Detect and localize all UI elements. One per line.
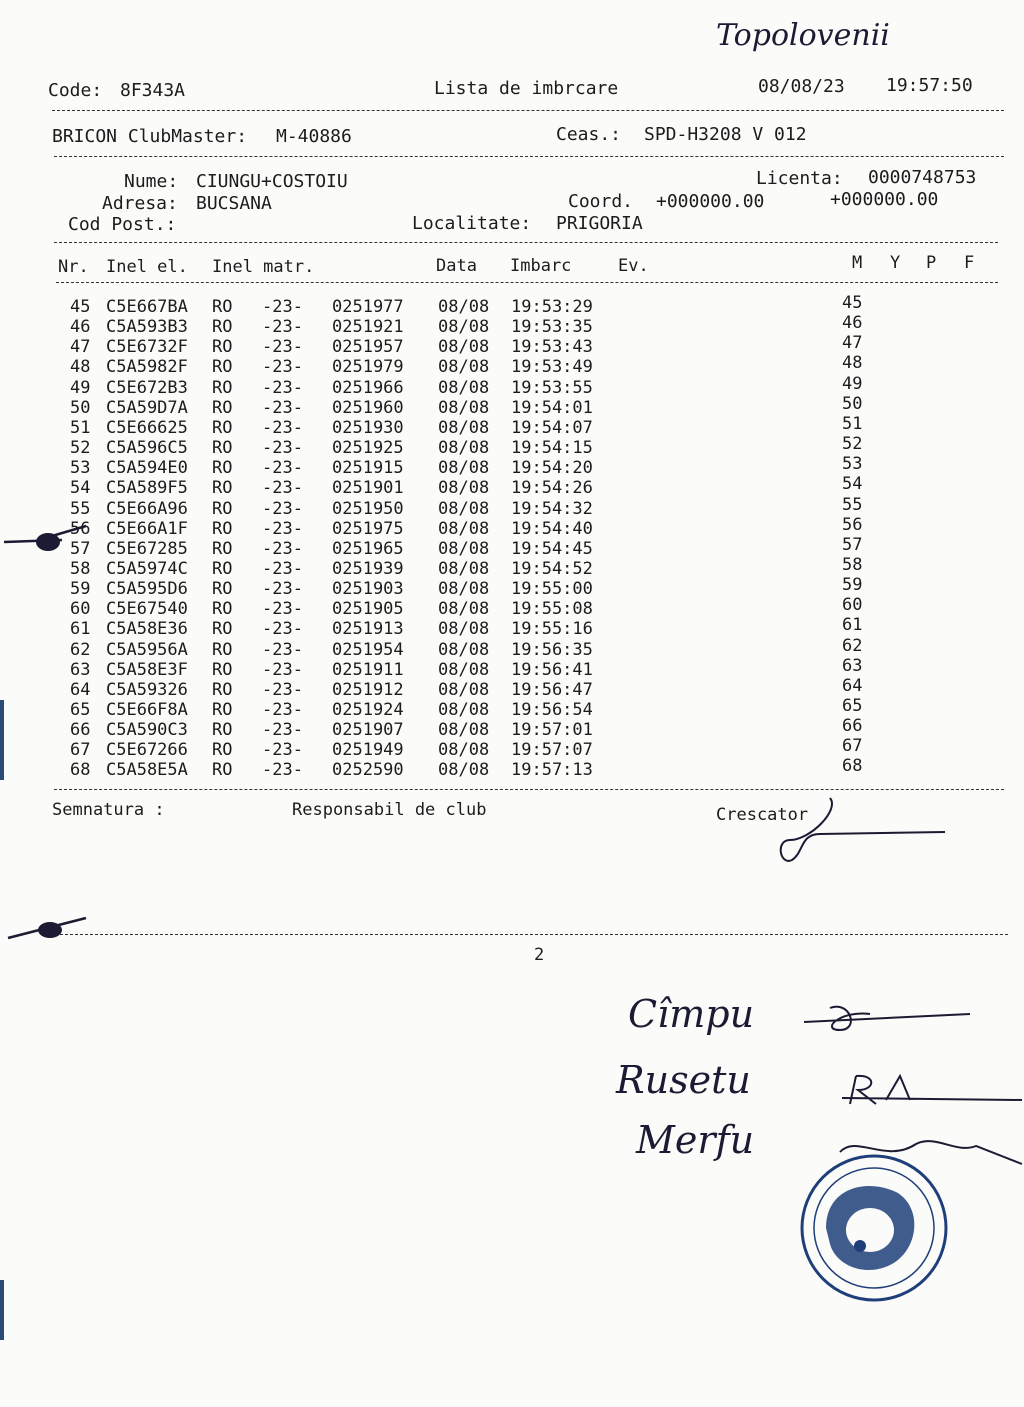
cell-date: 08/08 [438, 518, 490, 539]
cell-m: 66 [842, 716, 863, 737]
cell-inel-el: C5E66625 [106, 417, 188, 438]
divider [56, 282, 998, 283]
localitate-label: Localitate: [412, 213, 532, 234]
cell-matr: 0251930 [332, 417, 404, 438]
cell-m: 60 [842, 595, 863, 616]
cell-year: -23- [262, 498, 303, 519]
cell-m: 47 [842, 333, 863, 354]
cell-inel-el: C5E667BA [106, 297, 188, 317]
cell-nr: 67 [70, 740, 91, 761]
cell-time: 19:56:41 [511, 659, 593, 680]
col-imbarc: Imbarc [510, 256, 572, 276]
cell-matr: 0251939 [332, 558, 404, 579]
cell-time: 19:54:26 [511, 478, 593, 499]
cell-nr: 66 [70, 720, 91, 741]
col-ev: Ev. [618, 256, 649, 276]
cell-time: 19:54:40 [511, 518, 593, 539]
table-row [0, 680, 1024, 700]
cell-date: 08/08 [438, 599, 490, 620]
cell-time: 19:56:35 [511, 639, 593, 660]
cell-time: 19:57:01 [511, 720, 593, 741]
cell-time: 19:54:52 [511, 558, 593, 579]
cell-inel-el: C5A593B3 [106, 317, 188, 338]
table-row [0, 579, 1024, 599]
witness-name: Merfu [636, 1118, 755, 1162]
ceas-label: Ceas.: [556, 124, 622, 145]
cell-year: -23- [262, 518, 303, 539]
cell-matr: 0251925 [332, 438, 404, 459]
cell-country: RO [212, 599, 233, 620]
cell-m: 54 [842, 474, 863, 495]
cell-nr: 51 [70, 417, 91, 438]
table-row [0, 740, 1024, 760]
cell-country: RO [212, 659, 233, 680]
cell-year: -23- [262, 619, 303, 640]
col-inel-matr: Inel matr. [212, 257, 315, 277]
table-row [0, 398, 1024, 418]
cell-m: 63 [842, 655, 863, 676]
cell-matr: 0251960 [332, 397, 404, 418]
cell-inel-el: C5A596C5 [106, 438, 188, 459]
cell-date: 08/08 [438, 478, 490, 499]
cell-m: 48 [842, 353, 863, 374]
table-row [0, 357, 1024, 377]
cell-nr: 54 [70, 478, 91, 499]
cell-year: -23- [262, 478, 303, 499]
cell-inel-el: C5E66A1F [106, 518, 188, 539]
table-row [0, 317, 1024, 337]
cell-matr: 0251905 [332, 599, 404, 620]
cell-matr: 0251901 [332, 478, 404, 499]
code-label: Code: [48, 80, 103, 101]
cell-date: 08/08 [438, 740, 490, 761]
cell-m: 68 [842, 756, 863, 777]
cell-matr: 0251912 [332, 679, 404, 700]
cell-date: 08/08 [438, 438, 490, 459]
cell-date: 08/08 [438, 558, 490, 579]
cell-date: 08/08 [438, 297, 490, 317]
cell-year: -23- [262, 377, 303, 398]
col-m: M [852, 253, 863, 273]
official-stamp [796, 1148, 956, 1308]
cell-nr: 64 [70, 679, 91, 700]
crescator-signature [770, 790, 950, 870]
cell-m: 61 [842, 615, 863, 636]
cell-matr: 0251915 [332, 458, 404, 479]
cell-country: RO [212, 458, 233, 479]
col-y: Y [890, 253, 901, 273]
cell-year: -23- [262, 700, 303, 720]
cell-country: RO [212, 317, 233, 338]
cell-date: 08/08 [438, 700, 490, 720]
cell-m: 58 [842, 554, 863, 575]
cell-year: -23- [262, 679, 303, 700]
cell-nr: 53 [70, 458, 91, 479]
localitate-value: PRIGORIA [556, 213, 643, 234]
cell-m: 56 [842, 514, 863, 535]
cell-matr: 0251913 [332, 619, 404, 640]
cell-matr: 0251957 [332, 337, 404, 358]
adresa-label: Adresa: [102, 193, 178, 214]
cell-inel-el: C5E67266 [106, 740, 188, 761]
cell-inel-el: C5A59326 [106, 679, 188, 700]
cell-country: RO [212, 397, 233, 418]
cell-nr: 55 [70, 498, 91, 519]
cell-nr: 50 [70, 397, 91, 418]
cell-m: 57 [842, 534, 863, 555]
cell-m: 64 [842, 675, 863, 696]
table-row [0, 297, 1024, 317]
cell-year: -23- [262, 317, 303, 338]
cell-year: -23- [262, 297, 303, 317]
cell-country: RO [212, 518, 233, 539]
cell-time: 19:53:49 [511, 357, 593, 378]
crescator-label: Crescator [716, 805, 809, 825]
page-number: 2 [534, 945, 545, 965]
pen-arrow-mark [2, 522, 92, 562]
table-row [0, 720, 1024, 740]
cell-year: -23- [262, 639, 303, 660]
cell-time: 19:53:35 [511, 317, 593, 338]
nume-label: Nume: [124, 171, 179, 192]
cell-time: 19:56:47 [511, 679, 593, 700]
cell-date: 08/08 [438, 417, 490, 438]
cell-date: 08/08 [438, 639, 490, 660]
cell-inel-el: C5A595D6 [106, 579, 188, 600]
cell-country: RO [212, 478, 233, 499]
cell-country: RO [212, 639, 233, 660]
table-row [0, 499, 1024, 519]
cell-inel-el: C5A59D7A [106, 397, 188, 418]
witness-name: Rusetu [616, 1058, 751, 1102]
cell-matr: 0251950 [332, 498, 404, 519]
cell-date: 08/08 [438, 760, 490, 781]
cell-year: -23- [262, 558, 303, 579]
cell-m: 49 [842, 373, 863, 394]
table-row [0, 599, 1024, 619]
cell-inel-el: C5A58E5A [106, 760, 188, 781]
table-row [0, 700, 1024, 720]
cell-matr: 0251975 [332, 518, 404, 539]
table-row [0, 337, 1024, 357]
responsabil-label: Responsabil de club [292, 800, 487, 820]
cell-m: 45 [842, 293, 863, 313]
cell-time: 19:55:00 [511, 579, 593, 600]
table-row [0, 519, 1024, 539]
ceas-value: SPD-H3208 V 012 [644, 124, 807, 145]
cell-nr: 60 [70, 599, 91, 620]
binder-mark [0, 700, 4, 780]
cell-date: 08/08 [438, 619, 490, 640]
table-row [0, 640, 1024, 660]
col-f: F [964, 253, 975, 273]
cell-inel-el: C5E6732F [106, 337, 188, 358]
adresa-value: BUCSANA [196, 193, 272, 214]
cell-time: 19:53:29 [511, 297, 593, 317]
cell-matr: 0251965 [332, 538, 404, 559]
cell-date: 08/08 [438, 458, 490, 479]
witness-name: Cîmpu [628, 992, 755, 1036]
cell-country: RO [212, 679, 233, 700]
table-row [0, 418, 1024, 438]
divider [60, 934, 1008, 935]
clubmaster-value: M-40886 [276, 126, 352, 147]
cell-year: -23- [262, 538, 303, 559]
cell-nr: 49 [70, 377, 91, 398]
table-row [0, 378, 1024, 398]
cell-year: -23- [262, 760, 303, 781]
table-row [0, 458, 1024, 478]
col-p: P [926, 253, 937, 273]
page-title: Lista de imbrcare [434, 78, 619, 99]
cell-inel-el: C5A58E3F [106, 659, 188, 680]
cell-nr: 59 [70, 579, 91, 600]
cell-date: 08/08 [438, 659, 490, 680]
cell-year: -23- [262, 659, 303, 680]
cell-nr: 68 [70, 760, 91, 781]
cell-time: 19:55:16 [511, 619, 593, 640]
cell-matr: 0251977 [332, 297, 404, 317]
cell-country: RO [212, 297, 233, 317]
semnatura-label: Semnatura : [52, 800, 165, 820]
cell-year: -23- [262, 579, 303, 600]
cell-date: 08/08 [438, 357, 490, 378]
pen-arrow-mark [6, 910, 96, 946]
handwritten-title: Topolovenii [716, 18, 890, 53]
cell-nr: 57 [70, 538, 91, 559]
cell-m: 52 [842, 434, 863, 455]
cell-country: RO [212, 740, 233, 761]
cell-inel-el: C5A594E0 [106, 458, 188, 479]
col-inel-el: Inel el. [106, 257, 188, 277]
cell-nr: 52 [70, 438, 91, 459]
binder-mark [0, 1280, 4, 1340]
coord-label: Coord. [568, 191, 634, 212]
coord-value-lon: +000000.00 [830, 189, 939, 210]
cell-nr: 56 [70, 518, 91, 539]
cell-nr: 65 [70, 700, 91, 720]
col-nr: Nr. [58, 257, 89, 277]
print-date: 08/08/23 [758, 76, 845, 97]
table-row [0, 478, 1024, 498]
cell-matr: 0251954 [332, 639, 404, 660]
cell-date: 08/08 [438, 317, 490, 338]
cell-country: RO [212, 619, 233, 640]
cell-country: RO [212, 417, 233, 438]
cell-m: 46 [842, 313, 863, 334]
cell-m: 55 [842, 494, 863, 515]
cell-date: 08/08 [438, 679, 490, 700]
cell-year: -23- [262, 357, 303, 378]
cell-time: 19:55:08 [511, 599, 593, 620]
cell-year: -23- [262, 438, 303, 459]
cell-year: -23- [262, 720, 303, 741]
cell-matr: 0251924 [332, 700, 404, 720]
cell-m: 59 [842, 575, 863, 596]
cell-matr: 0251921 [332, 317, 404, 338]
cell-nr: 45 [70, 297, 91, 317]
cell-year: -23- [262, 740, 303, 761]
cell-inel-el: C5A5974C [106, 558, 188, 579]
cell-m: 65 [842, 696, 863, 716]
cell-inel-el: C5E66A96 [106, 498, 188, 519]
cell-inel-el: C5E67540 [106, 599, 188, 620]
cell-m: 51 [842, 413, 863, 434]
cell-m: 67 [842, 736, 863, 757]
code-value: 8F343A [120, 80, 186, 101]
cell-time: 19:57:07 [511, 740, 593, 761]
cell-date: 08/08 [438, 538, 490, 559]
cell-nr: 62 [70, 639, 91, 660]
cell-matr: 0251979 [332, 357, 404, 378]
cell-inel-el: C5E672B3 [106, 377, 188, 398]
cell-inel-el: C5A5982F [106, 357, 188, 378]
cell-country: RO [212, 357, 233, 378]
cell-time: 19:54:15 [511, 438, 593, 459]
clubmaster-label: BRICON ClubMaster: [52, 126, 248, 147]
cell-time: 19:54:07 [511, 417, 593, 438]
table-row [0, 760, 1024, 780]
cell-time: 19:57:13 [511, 760, 593, 781]
cell-matr: 0252590 [332, 760, 404, 781]
cell-time: 19:54:01 [511, 397, 593, 418]
cell-year: -23- [262, 599, 303, 620]
cell-country: RO [212, 558, 233, 579]
table-row [0, 619, 1024, 639]
cell-date: 08/08 [438, 337, 490, 358]
licenta-value: 0000748753 [868, 167, 977, 188]
cell-country: RO [212, 498, 233, 519]
cell-inel-el: C5A590C3 [106, 720, 188, 741]
cell-matr: 0251911 [332, 659, 404, 680]
cell-time: 19:53:43 [511, 337, 593, 358]
cell-nr: 48 [70, 357, 91, 378]
cell-matr: 0251949 [332, 740, 404, 761]
cell-m: 53 [842, 454, 863, 475]
cell-date: 08/08 [438, 377, 490, 398]
cell-nr: 61 [70, 619, 91, 640]
cell-country: RO [212, 538, 233, 559]
cell-m: 50 [842, 393, 863, 414]
cell-date: 08/08 [438, 397, 490, 418]
cell-year: -23- [262, 458, 303, 479]
cell-m: 62 [842, 635, 863, 656]
cell-year: -23- [262, 417, 303, 438]
cell-matr: 0251907 [332, 720, 404, 741]
divider [54, 242, 998, 243]
cell-country: RO [212, 700, 233, 720]
cell-country: RO [212, 337, 233, 358]
table-row [0, 660, 1024, 680]
table-row [0, 559, 1024, 579]
codpost-label: Cod Post.: [68, 214, 177, 235]
table-row [0, 539, 1024, 559]
cell-country: RO [212, 720, 233, 741]
cell-time: 19:54:45 [511, 538, 593, 559]
cell-time: 19:56:54 [511, 700, 593, 720]
cell-nr: 58 [70, 558, 91, 579]
cell-inel-el: C5A58E36 [106, 619, 188, 640]
cell-inel-el: C5A5956A [106, 639, 188, 660]
cell-nr: 46 [70, 317, 91, 338]
cell-inel-el: C5A589F5 [106, 478, 188, 499]
coord-value-lat: +000000.00 [656, 191, 765, 212]
cell-time: 19:53:55 [511, 377, 593, 398]
cell-matr: 0251903 [332, 579, 404, 600]
table-row [0, 438, 1024, 458]
cell-time: 19:54:20 [511, 458, 593, 479]
cell-inel-el: C5E67285 [106, 538, 188, 559]
cell-date: 08/08 [438, 720, 490, 741]
cell-nr: 63 [70, 659, 91, 680]
witness-signature [836, 1070, 1024, 1110]
cell-date: 08/08 [438, 579, 490, 600]
licenta-label: Licenta: [756, 168, 843, 189]
divider [52, 110, 1004, 111]
print-time: 19:57:50 [886, 75, 973, 96]
cell-country: RO [212, 760, 233, 781]
cell-year: -23- [262, 337, 303, 358]
cell-matr: 0251966 [332, 377, 404, 398]
cell-nr: 47 [70, 337, 91, 358]
cell-inel-el: C5E66F8A [106, 700, 188, 720]
cell-country: RO [212, 438, 233, 459]
cell-year: -23- [262, 397, 303, 418]
cell-country: RO [212, 377, 233, 398]
cell-time: 19:54:32 [511, 498, 593, 519]
witness-signature [800, 1000, 980, 1040]
cell-date: 08/08 [438, 498, 490, 519]
cell-country: RO [212, 579, 233, 600]
divider [54, 156, 1004, 157]
nume-value: CIUNGU+COSTOIU [196, 171, 348, 192]
col-data: Data [436, 256, 477, 276]
